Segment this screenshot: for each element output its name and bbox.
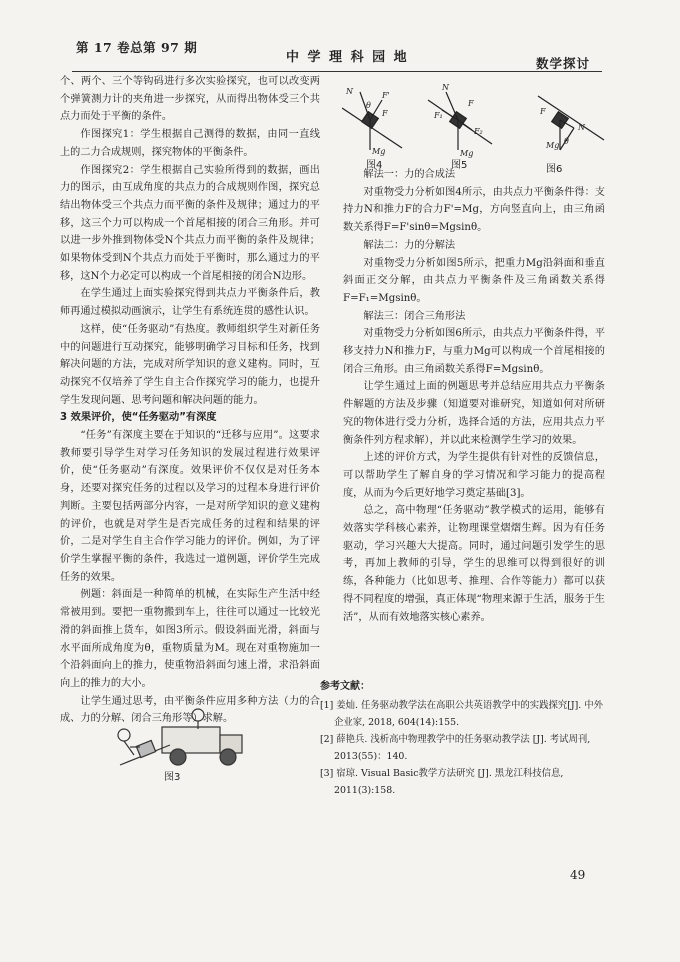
references-title: 参考文献： [320, 681, 370, 692]
header-rule [72, 71, 602, 72]
method-title: 解法三：闭合三角形法 [363, 310, 466, 322]
references [320, 678, 610, 799]
label-N: N [346, 87, 353, 96]
paragraph: 对重物受力分析如图5所示，把重力Mg沿斜面和垂直斜面正交分解，由共点力平衡条件及三角函数关系得F=F₁=Mgsinθ。 [343, 257, 605, 304]
label-F: F [382, 109, 388, 118]
label-F: F [468, 99, 474, 108]
label-theta: θ [564, 137, 569, 146]
issue-label: 第 17 卷总第 97 期 [76, 40, 198, 55]
label-F: F [540, 107, 546, 116]
left-column [60, 73, 320, 728]
paragraph: “任务”有深度主要在于知识的“迁移与应用”。这要求教师要引导学生对学习任务知识的发展过程进行效果评价，使“任务驱动”有深度。效果评价不仅仅是对任务本身，还要对探究任务的过程以及学习的过程本身进行评价判断。主要包括两部分内容，一是对所学知识的意义建构的评价，也就是对学生是否完成任务的过程和结果的评价，二是对学生自主合作学习能力的评价。例如，为了评价学生掌握平衡的条件，我选过一道例题，评价学生完成任务的效果。 [60, 430, 320, 583]
page-number: 49 [570, 868, 586, 882]
journal-title: 中 学 理 科 园 地 [286, 50, 409, 65]
method-title: 解法一：力的合成法 [363, 169, 456, 180]
truck-ramp-illustration [100, 705, 250, 775]
column-label: 数学探讨 [536, 56, 591, 71]
section-heading: 3 效果评价，使“任务驱动”有深度 [60, 412, 217, 424]
paragraph: 上述的评价方式，为学生提供有针对性的反馈信息，可以帮助学生了解自身的学习情况和学习能力的提高程度，从而为今后更好地学习奠定基础[3]。 [343, 452, 605, 499]
label-Mg: Mg [372, 147, 386, 156]
label-Mg: Mg [460, 149, 474, 158]
paragraph: 作图探究2：学生根据自己实验所得到的数据，画出力的图示，由互成角度的共点力的合成规则作图，探究总结出物体受三个共点力而平衡的条件及规律；通过力的平移，这三个力可以构成一个首尾相接的闭合三角形。并可以进一步外推到物体受N个共点力而平衡的条件及规律；如果物体受到N个共点力而处于平衡时，那么通过力的平移，这N个力必定可以构成一个首尾相接的闭合N边形。 [60, 164, 320, 282]
label-F2: F₂ [474, 127, 483, 136]
paragraph: 总之，高中物理“任务驱动”教学模式的运用，能够有效落实学科核心素养，让物理课堂熠熠生辉。因为有任务驱动，学习兴趣大大提高。同时，通过问题引发学生的思考，再加上教师的引导，学生的思维可以得到很好的训练，各种能力（比如思考、推理、合作等能力）都可以获得不同程度的增强，真正体现“物理来源于生活，服务于生活”，从而有效地落实核心素养。 [343, 505, 605, 623]
reference-item: [2] 薛艳兵. 浅析高中物理教学中的任务驱动教学法 [J]. 考试周刊, 2013(55)：140. [320, 734, 591, 762]
label-Mg: Mg [546, 141, 560, 150]
paragraph: 对重物受力分析如图6所示，由共点力平衡条件得，平移支持力N和推力F，与重力Mg可以构成一个首尾相接的闭合三角形。由三角函数关系得F=Mgsinθ。 [343, 328, 605, 375]
reference-item: [3] 宿琼. Visual Basic教学方法研究 [J]. 黑龙江科技信息, 2011(3):158. [320, 768, 564, 796]
label-F-prime: F' [382, 91, 390, 100]
reference-item: [1] 姜灿. 任务驱动教学法在高职公共英语教学中的实践探究[J]. 中外企业家, 2018, 604(14):155. [320, 700, 604, 728]
figure-3-caption: 图3 [164, 772, 181, 783]
right-column [343, 166, 605, 626]
paragraph: 对重物受力分析如图4所示，由共点力平衡条件得：支持力N和推力F的合力F'=Mg，方向竖直向上，由三角函数关系得F=F'sinθ=Mgsinθ。 [343, 186, 605, 234]
force-diagrams [342, 78, 610, 168]
paragraph: 例题：斜面是一种简单的机械，在实际生产生活中经常被用到。要把一重物搬到车上，往往可以通过一比较光滑的斜面推上货车，如图3所示。假设斜面光滑，斜面与水平面所成角度为θ，重物质量为M。现在对重物施加一个沿斜面向上的推力，使重物沿斜面匀速上滑，求沿斜面向上的推力的大小。 [60, 589, 320, 689]
label-theta: θ [366, 101, 371, 110]
paragraph: 这样，使“任务驱动”有热度。教师组织学生对新任务中的问题进行互动探究，能够明确学习目标和任务，找到解决问题的方法，完成对所学知识的意义建构。同时，互动探究不仅培养了学生自主合作探究学习的能力，也提升学生发现问题、思考问题和解决问题的能力。 [60, 323, 320, 406]
figure-6-caption: 图6 [546, 164, 563, 175]
paragraph: 让学生通过上面的例题思考并总结应用共点力平衡条件解题的方法及步骤（知道要对谁研究，知道如何对所研究的物体进行受力分析，选择合适的方法，应用共点力平衡条件列方程求解），并以此来检测学生学习的效果。 [343, 381, 605, 446]
figure-5-caption: 图5 [451, 160, 468, 171]
paragraph: 让学生通过思考，由平衡条件应用多种方法（力的合成、力的分解、闭合三角形等）求解。 [60, 695, 320, 725]
label-N: N [442, 83, 449, 92]
paragraph: 在学生通过上面实验探究得到共点力平衡条件后，教师再通过模拟动画演示，让学生有系统连贯的感性认识。 [60, 288, 320, 318]
figure-4-caption: 图4 [366, 160, 383, 171]
method-title: 解法二：力的分解法 [363, 239, 456, 251]
paragraph: 个、两个、三个等钩码进行多次实验探究，也可以改变两个弹簧测力计的夹角进一步探究，从而得出物体受三个共点力而处于平衡的条件。 [60, 76, 320, 123]
paragraph: 作图探究1：学生根据自己测得的数据，由同一直线上的二力合成规则，探究物体的平衡条件。 [60, 129, 320, 158]
label-N: N [578, 123, 585, 132]
label-F1: F₁ [434, 111, 443, 120]
